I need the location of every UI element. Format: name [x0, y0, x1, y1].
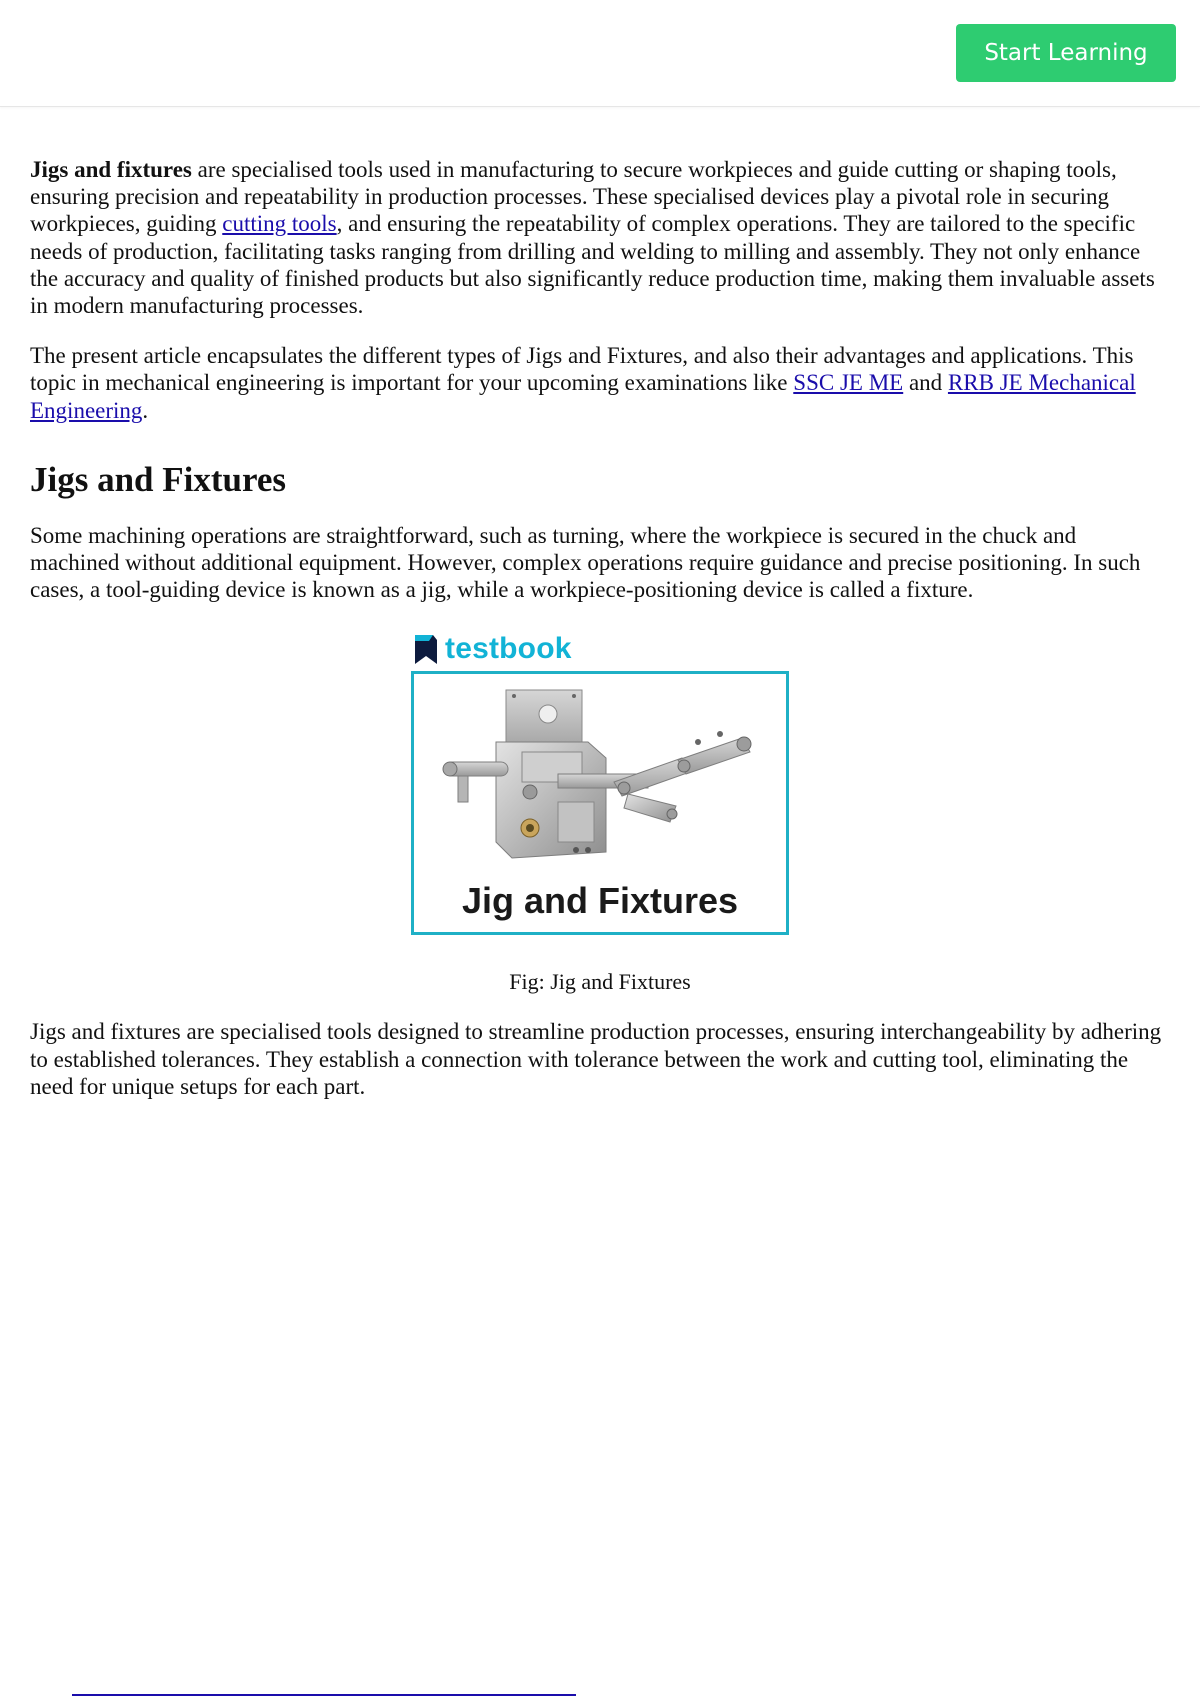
section-heading: Jigs and Fixtures — [30, 459, 287, 499]
figure-image — [411, 629, 789, 935]
top-header — [0, 0, 1200, 107]
intro-text-part-1: are specialised tools used in manufacturing to secure workpieces and guide cutting or shaping tools, ensuring precision and repeatability in production processes. These specialised devices play a pivotal role in securing workpieces, guiding — [30, 157, 1117, 237]
bookmark-logo-icon — [411, 632, 439, 666]
intro-bold-term: Jigs and fixtures — [30, 157, 192, 182]
rrb-je-mechanical-link[interactable]: RRB JE Mechanical Engineering — [30, 370, 1136, 423]
section-paragraph: Some machining operations are straightforward, such as turning, where the workpiece is secured in the chuck and machined without additional equipment. However, complex operations require guidance and precise positioning. In such cases, a tool-guiding device is known as a jig, while a workpiece-positioning device is called a fixture. — [30, 522, 1141, 603]
cutting-tools-link[interactable]: cutting tools — [222, 211, 337, 237]
ssc-je-me-link[interactable]: SSC JE ME — [793, 370, 904, 396]
present-text-end: . — [142, 397, 149, 423]
present-text-and: and — [903, 370, 948, 396]
figure-image-title: Jig and Fixtures — [461, 880, 739, 922]
figure — [30, 629, 1170, 995]
present-text-part-1: The present article encapsulates the different types of Jigs and Fixtures, and also their advantages and applications. This topic in mechanical engineering is important for your upcoming examinations like — [30, 343, 1134, 396]
figure-caption: Fig: Jig and Fixtures — [509, 969, 691, 995]
jig-fixture-illustration-icon — [438, 682, 758, 872]
brand-name: testbook — [445, 632, 572, 666]
article-body — [30, 156, 1170, 1100]
figure-frame — [411, 671, 789, 935]
intro-text-part-2: , and ensuring the repeatability of complex operations. They are tailored to the specific needs of production, facilitating tasks ranging from drilling and welding to milling and assembly. They not only enhance the accuracy and quality of finished products but also significantly reduce production time, making them invaluable assets in modern manufacturing processes. — [30, 211, 1155, 319]
intro-paragraph — [30, 156, 1170, 319]
start-learning-button[interactable]: Start Learning — [956, 24, 1176, 82]
present-paragraph — [30, 342, 1170, 424]
brand-logo — [411, 629, 572, 669]
closing-paragraph: Jigs and fixtures are specialised tools designed to streamline production processes, ensuring interchangeability by adhering to established tolerances. They establish a connection with tolerance between the work and cutting tool, eliminating the need for unique setups for each part. — [30, 1019, 1162, 1099]
